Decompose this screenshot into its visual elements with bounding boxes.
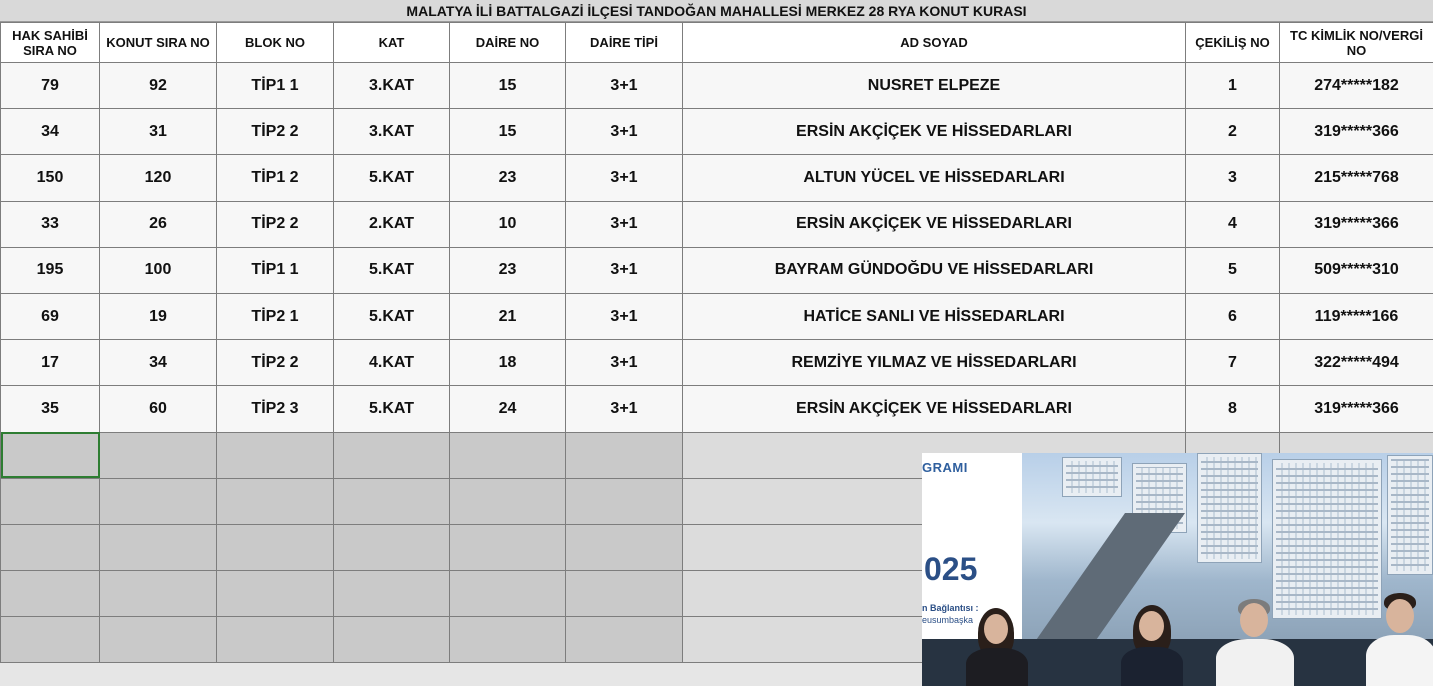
cell-konut[interactable]: 120 — [100, 155, 217, 201]
empty-cell[interactable] — [217, 524, 334, 570]
empty-cell[interactable] — [334, 524, 450, 570]
cell-cekilis[interactable]: 8 — [1186, 386, 1280, 432]
table-row — [1, 155, 1433, 201]
empty-cell[interactable] — [100, 617, 217, 663]
cell-blok[interactable]: TİP2 2 — [217, 340, 334, 386]
page-title: MALATYA İLİ BATTALGAZİ İLÇESİ TANDOĞAN MAHALLESİ MERKEZ 28 RYA KONUT KURASI — [0, 0, 1433, 22]
building — [1387, 455, 1433, 575]
cell-blok[interactable]: TİP1 2 — [217, 155, 334, 201]
cell-blok[interactable]: TİP1 1 — [217, 247, 334, 293]
cell-cekilis[interactable]: 6 — [1186, 293, 1280, 339]
empty-cell[interactable] — [450, 571, 566, 617]
empty-cell[interactable] — [217, 571, 334, 617]
building — [1197, 453, 1262, 563]
cell-hak[interactable]: 34 — [1, 109, 100, 155]
cell-kat[interactable]: 3.KAT — [334, 109, 450, 155]
empty-cell[interactable] — [450, 617, 566, 663]
overlay-title-fragment: GRAMI — [922, 460, 968, 475]
cell-ad[interactable]: NUSRET ELPEZE — [683, 63, 1186, 109]
cell-blok[interactable]: TİP2 2 — [217, 109, 334, 155]
header-blok-no: BLOK NO — [217, 23, 334, 63]
empty-cell[interactable] — [450, 432, 566, 478]
cell-cekilis[interactable]: 3 — [1186, 155, 1280, 201]
cell-ad[interactable]: ERSİN AKÇİÇEK VE HİSSEDARLARI — [683, 386, 1186, 432]
cell-ad[interactable]: REMZİYE YILMAZ VE HİSSEDARLARI — [683, 340, 1186, 386]
empty-cell[interactable] — [217, 617, 334, 663]
cell-cekilis[interactable]: 7 — [1186, 340, 1280, 386]
cell-tip[interactable]: 3+1 — [566, 247, 683, 293]
cell-kat[interactable]: 5.KAT — [334, 155, 450, 201]
empty-cell[interactable] — [1, 478, 100, 524]
cell-blok[interactable]: TİP1 1 — [217, 63, 334, 109]
cell-tc[interactable]: 215*****768 — [1280, 155, 1433, 201]
cell-hak[interactable]: 69 — [1, 293, 100, 339]
cell-kat[interactable]: 5.KAT — [334, 247, 450, 293]
header-ad-soyad: AD SOYAD — [683, 23, 1186, 63]
cell-kat[interactable]: 3.KAT — [334, 63, 450, 109]
table-row — [1, 109, 1433, 155]
cell-tc[interactable]: 119*****166 — [1280, 293, 1433, 339]
cell-cekilis[interactable]: 2 — [1186, 109, 1280, 155]
empty-cell[interactable] — [334, 617, 450, 663]
cell-daire[interactable]: 15 — [450, 63, 566, 109]
cell-hak[interactable]: 150 — [1, 155, 100, 201]
cell-hak[interactable]: 35 — [1, 386, 100, 432]
empty-cell[interactable] — [566, 524, 683, 570]
empty-cell[interactable] — [1, 617, 100, 663]
cell-ad[interactable]: HATİCE SANLI VE HİSSEDARLARI — [683, 293, 1186, 339]
overlay-link-text: eusumbaşka — [922, 615, 974, 625]
empty-cell[interactable] — [100, 478, 217, 524]
cell-ad[interactable]: BAYRAM GÜNDOĞDU VE HİSSEDARLARI — [683, 247, 1186, 293]
cell-daire[interactable]: 23 — [450, 155, 566, 201]
header-daire-no: DAİRE NO — [450, 23, 566, 63]
header-cekilis-no: ÇEKİLİŞ NO — [1186, 23, 1280, 63]
empty-cell[interactable] — [566, 432, 683, 478]
cell-blok[interactable]: TİP2 1 — [217, 293, 334, 339]
empty-cell[interactable] — [1, 524, 100, 570]
cell-daire[interactable]: 24 — [450, 386, 566, 432]
cell-konut[interactable]: 19 — [100, 293, 217, 339]
empty-cell[interactable] — [100, 571, 217, 617]
cell-tc[interactable]: 319*****366 — [1280, 201, 1433, 247]
cell-daire[interactable]: 15 — [450, 109, 566, 155]
cell-cekilis[interactable]: 1 — [1186, 63, 1280, 109]
person-1 — [962, 608, 1032, 686]
cell-tc[interactable]: 322*****494 — [1280, 340, 1433, 386]
cell-tc[interactable]: 509*****310 — [1280, 247, 1433, 293]
empty-cell[interactable] — [566, 571, 683, 617]
header-konut-sira: KONUT SIRA NO — [100, 23, 217, 63]
cell-ad[interactable]: ERSİN AKÇİÇEK VE HİSSEDARLARI — [683, 201, 1186, 247]
overlay-year-fragment: 025 — [924, 551, 978, 587]
cell-tc[interactable]: 319*****366 — [1280, 386, 1433, 432]
table-row — [1, 201, 1433, 247]
cell-ad[interactable]: ERSİN AKÇİÇEK VE HİSSEDARLARI — [683, 109, 1186, 155]
cell-tc[interactable]: 274*****182 — [1280, 63, 1433, 109]
empty-cell[interactable] — [217, 432, 334, 478]
cell-tc[interactable]: 319*****366 — [1280, 109, 1433, 155]
empty-cell[interactable] — [100, 524, 217, 570]
empty-cell[interactable] — [450, 478, 566, 524]
person-2 — [1117, 605, 1187, 686]
cell-tip[interactable]: 3+1 — [566, 155, 683, 201]
cell-tip[interactable]: 3+1 — [566, 201, 683, 247]
cell-tip[interactable]: 3+1 — [566, 293, 683, 339]
cell-konut[interactable]: 31 — [100, 109, 217, 155]
cell-tip[interactable]: 3+1 — [566, 109, 683, 155]
empty-cell[interactable] — [1, 571, 100, 617]
table-row — [1, 386, 1433, 432]
cell-hak[interactable]: 195 — [1, 247, 100, 293]
cell-daire[interactable]: 18 — [450, 340, 566, 386]
empty-cell-selected[interactable] — [1, 432, 100, 478]
building — [1062, 457, 1122, 497]
cell-hak[interactable]: 17 — [1, 340, 100, 386]
table-row — [1, 340, 1433, 386]
header-hak-sahibi: HAK SAHİBİ SIRA NO — [1, 23, 100, 63]
cell-konut[interactable]: 60 — [100, 386, 217, 432]
empty-cell[interactable] — [217, 478, 334, 524]
header-kat: KAT — [334, 23, 450, 63]
empty-cell[interactable] — [450, 524, 566, 570]
empty-cell[interactable] — [566, 617, 683, 663]
table-row — [1, 63, 1433, 109]
cell-cekilis[interactable]: 5 — [1186, 247, 1280, 293]
cell-ad[interactable]: ALTUN YÜCEL VE HİSSEDARLARI — [683, 155, 1186, 201]
cell-konut[interactable]: 26 — [100, 201, 217, 247]
cell-kat[interactable]: 4.KAT — [334, 340, 450, 386]
cell-daire[interactable]: 10 — [450, 201, 566, 247]
cell-daire[interactable]: 23 — [450, 247, 566, 293]
table-row — [1, 247, 1433, 293]
cell-konut[interactable]: 100 — [100, 247, 217, 293]
cell-tip[interactable]: 3+1 — [566, 340, 683, 386]
cell-hak[interactable]: 33 — [1, 201, 100, 247]
cell-cekilis[interactable]: 4 — [1186, 201, 1280, 247]
overlay-link-label: n Bağlantısı : — [922, 603, 979, 613]
cell-tip[interactable]: 3+1 — [566, 386, 683, 432]
empty-cell[interactable] — [100, 432, 217, 478]
cell-daire[interactable]: 21 — [450, 293, 566, 339]
video-overlay — [922, 453, 1433, 686]
cell-tip[interactable]: 3+1 — [566, 63, 683, 109]
table-header-row — [1, 23, 1433, 63]
cell-konut[interactable]: 92 — [100, 63, 217, 109]
header-daire-tipi: DAİRE TİPİ — [566, 23, 683, 63]
empty-cell[interactable] — [334, 432, 450, 478]
cell-kat[interactable]: 2.KAT — [334, 201, 450, 247]
cell-konut[interactable]: 34 — [100, 340, 217, 386]
cell-blok[interactable]: TİP2 3 — [217, 386, 334, 432]
cell-hak[interactable]: 79 — [1, 63, 100, 109]
person-4 — [1362, 593, 1433, 686]
empty-cell[interactable] — [334, 478, 450, 524]
cell-kat[interactable]: 5.KAT — [334, 293, 450, 339]
empty-cell[interactable] — [334, 571, 450, 617]
cell-blok[interactable]: TİP2 2 — [217, 201, 334, 247]
cell-kat[interactable]: 5.KAT — [334, 386, 450, 432]
person-3 — [1212, 599, 1297, 686]
table-row — [1, 293, 1433, 339]
empty-cell[interactable] — [566, 478, 683, 524]
header-tc-kimlik: TC KİMLİK NO/VERGİ NO — [1280, 23, 1433, 63]
